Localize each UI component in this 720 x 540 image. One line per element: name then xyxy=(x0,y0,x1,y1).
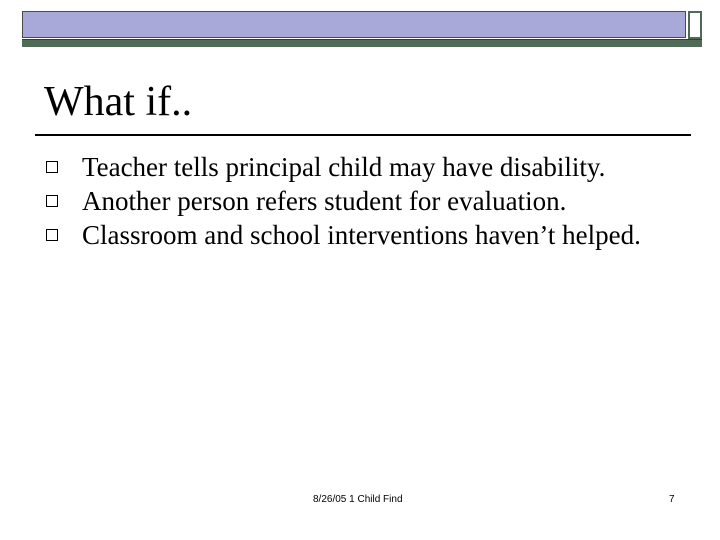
bullet-item xyxy=(44,150,684,184)
title-underline xyxy=(35,134,691,136)
slide-footer: 8/26/05 1 Child Find xyxy=(313,494,403,505)
bullet-list xyxy=(44,150,684,252)
hollow-square-bullet-icon xyxy=(46,229,58,241)
top-decorative-bar xyxy=(22,11,702,39)
bullet-item xyxy=(44,218,684,252)
top-bar-fill xyxy=(22,11,686,38)
page-number: 7 xyxy=(669,494,675,505)
bullet-item xyxy=(44,184,684,218)
hollow-square-bullet-icon xyxy=(46,195,58,207)
hollow-square-bullet-icon xyxy=(46,161,58,173)
bullet-text: Another person refers student for evaluation. xyxy=(82,186,567,216)
slide-title: What if.. xyxy=(44,79,193,125)
bullet-text: Classroom and school interventions haven’t helped. xyxy=(82,220,641,250)
top-bar-corner-box xyxy=(688,11,702,39)
top-bar-accent-line xyxy=(22,39,702,47)
bullet-text: Teacher tells principal child may have disability. xyxy=(82,152,606,182)
